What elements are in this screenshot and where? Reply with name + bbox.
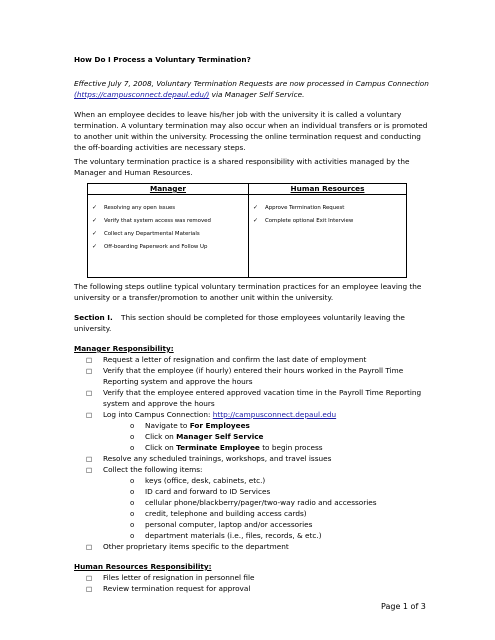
intro-p2-line-1: The voluntary termination practice is a shared responsibility with activities managed by the xyxy=(74,157,410,166)
manager-step: Collect the following items: xyxy=(103,465,203,474)
nav-step: Click on Terminate Employee to begin process xyxy=(145,443,323,452)
collect-item: ID card and forward to ID Services xyxy=(145,487,271,496)
intro-p1-line-1: When an employee decides to leave his/her job with the university it is called a voluntary xyxy=(74,110,402,119)
nav-step: Navigate to For Employees xyxy=(145,421,250,430)
collect-item: keys (office, desk, cabinets, etc.) xyxy=(145,476,266,485)
manager-check-item: ✓ Off-boarding Paperwork and Follow Up xyxy=(92,243,208,250)
manager-step: Resolve any scheduled trainings, workshops, and travel issues xyxy=(103,454,332,463)
manager-check-item: ✓ Resolving any open issues xyxy=(92,204,176,211)
checkmark-icon: ✓ xyxy=(92,243,98,250)
manager-step-cont: system and approve the hours xyxy=(103,399,215,408)
page-number: Page 1 of 3 xyxy=(381,602,426,611)
manager-step: Log into Campus Connection: http://campusconnect.depaul.edu xyxy=(103,410,337,419)
hr-step: Review termination request for approval xyxy=(103,584,251,593)
table-header-hr: Human Resources xyxy=(249,184,407,195)
manager-step-cont: Reporting system and approve the hours xyxy=(103,377,253,386)
collect-item: department materials (i.e., files, records, & etc.) xyxy=(145,531,322,540)
nav-step: Click on Manager Self Service xyxy=(145,432,264,441)
intro-p1-line-4: the off-boarding activities are necessary steps. xyxy=(74,143,246,152)
sub-bullet-icon: o xyxy=(130,532,135,540)
sub-bullet-icon: o xyxy=(130,499,135,507)
manager-check-item: ✓ Collect any Departmental Materials xyxy=(92,230,200,237)
checkbox-icon: □ xyxy=(86,411,93,419)
intro-p1-line-2: termination. A voluntary termination may also occur when an individual transfers or is promoted xyxy=(74,121,428,130)
checkmark-icon: ✓ xyxy=(92,230,98,237)
steps-intro-line-2: university or a transfer/promotion to another unit within the university. xyxy=(74,293,334,302)
section-line-1: This section should be completed for those employees voluntarily leaving the xyxy=(121,313,405,322)
sub-bullet-icon: o xyxy=(130,422,135,430)
sub-bullet-icon: o xyxy=(130,477,135,485)
checkbox-icon: □ xyxy=(86,455,93,463)
sub-bullet-icon: o xyxy=(130,521,135,529)
table-header-manager: Manager xyxy=(88,184,249,195)
collect-item: credit, telephone and building access cards) xyxy=(145,509,307,518)
hr-check-item: ✓ Complete optional Exit Interview xyxy=(253,217,354,224)
hr-check-item: ✓ Approve Termination Request xyxy=(253,204,345,211)
checkbox-icon: □ xyxy=(86,389,93,397)
manager-cell xyxy=(88,195,249,278)
checkmark-icon: ✓ xyxy=(253,204,259,211)
hr-cell xyxy=(249,195,407,278)
intro-p2-line-2: Manager and Human Resources. xyxy=(74,168,193,177)
responsibility-table xyxy=(87,183,407,278)
collect-item: personal computer, laptop and/or accessories xyxy=(145,520,313,529)
hr-step: Files letter of resignation in personnel file xyxy=(103,573,255,582)
checkbox-icon: □ xyxy=(86,466,93,474)
page-title: How Do I Process a Voluntary Termination? xyxy=(74,55,251,64)
collect-item: cellular phone/blackberry/pager/two-way radio and accessories xyxy=(145,498,377,507)
sub-bullet-icon: o xyxy=(130,488,135,496)
campusconnect-link[interactable]: (https://campusconnect.depaul.edu/) xyxy=(74,90,210,99)
checkmark-icon: ✓ xyxy=(92,204,98,211)
checkbox-icon: □ xyxy=(86,574,93,582)
manager-step: Other proprietary items specific to the department xyxy=(103,542,289,551)
section-label: Section I. xyxy=(74,313,113,322)
checkmark-icon: ✓ xyxy=(92,217,98,224)
checkbox-icon: □ xyxy=(86,367,93,375)
intro-p1-line-3: to another unit within the university. Processing the online termination request and conducting xyxy=(74,132,421,141)
checkbox-icon: □ xyxy=(86,543,93,551)
manager-step: Verify that the employee (if hourly) entered their hours worked in the Payroll Time xyxy=(103,366,404,375)
manager-step: Request a letter of resignation and confirm the last date of employment xyxy=(103,355,367,364)
section-line-2: university. xyxy=(74,324,112,333)
notice-line-2: (https://campusconnect.depaul.edu/) via Manager Self Service. xyxy=(74,90,305,99)
checkbox-icon: □ xyxy=(86,585,93,593)
checkbox-icon: □ xyxy=(86,356,93,364)
checkmark-icon: ✓ xyxy=(253,217,259,224)
sub-bullet-icon: o xyxy=(130,433,135,441)
hr-resp-heading: Human Resources Responsibility: xyxy=(74,562,212,571)
steps-intro-line-1: The following steps outline typical voluntary termination practices for an employee leaving the xyxy=(74,282,422,291)
notice-line-1: Effective July 7, 2008, Voluntary Termination Requests are now processed in Campus Connection xyxy=(74,79,429,88)
manager-check-item: ✓ Verify that system access was removed xyxy=(92,217,211,224)
manager-resp-heading: Manager Responsibility: xyxy=(74,344,174,353)
campus-connection-link[interactable]: http://campusconnect.depaul.edu xyxy=(212,410,337,419)
manager-step: Verify that the employee entered approved vacation time in the Payroll Time Reporting xyxy=(103,388,422,397)
sub-bullet-icon: o xyxy=(130,510,135,518)
sub-bullet-icon: o xyxy=(130,444,135,452)
